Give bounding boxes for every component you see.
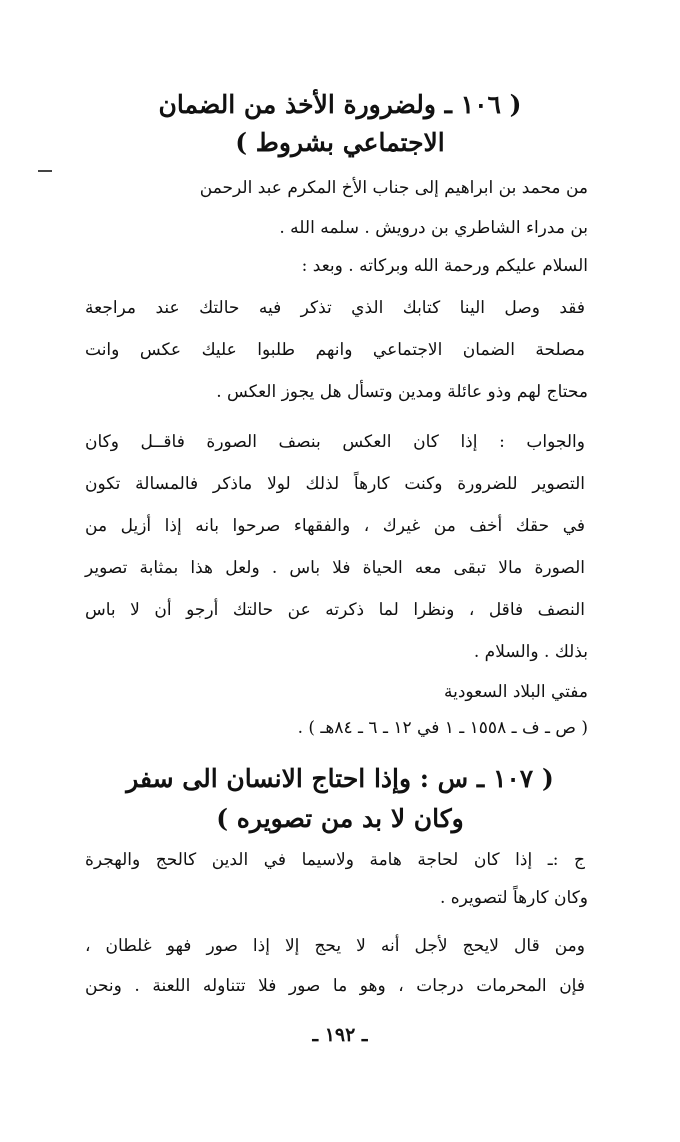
question-line: فقد وصل الينا كتابك الذي تذكر فيه حالتك عند مراجعة <box>85 298 585 318</box>
answer-107-line: وكان كارهاً لتصويره . <box>439 888 588 908</box>
answer-line: بذلك . والسلام . <box>473 642 588 662</box>
section-106-heading-line1: ( ١٠٦ ـ ولضرورة الأخذ من الضمان <box>158 90 522 119</box>
answer-line: النصف فاقل ، ونظرا لما ذكرته عن حالتك أرجو أن لا باس <box>85 600 585 620</box>
signature: مفتي البلاد السعودية <box>443 682 588 702</box>
reference: ( ص ـ ف ـ ١٥٥٨ ـ ١ في ١٢ ـ ٦ ـ ٨٤هـ ) . <box>297 718 588 738</box>
address-line-2: بن مدراء الشاطري بن درويش . سلمه الله . <box>279 218 588 238</box>
page-number: ـ ١٩٢ ـ <box>312 1024 368 1046</box>
question-line: مصلحة الضمان الاجتماعي وانهم طلبوا عليك عكس وانت <box>85 340 585 360</box>
section-106-heading-line2: الاجتماعي بشروط ) <box>235 128 445 157</box>
answer-line: في حقك أخف من غيرك ، والفقهاء صرحوا بانه إذا أزيل من <box>85 516 585 536</box>
address-line-1: من محمد بن ابراهيم إلى جناب الأخ المكرم عبد الرحمن <box>199 178 588 198</box>
margin-mark <box>38 170 52 172</box>
answer-line: الصورة مالا تبقى معه الحياة فلا باس . ولعل هذا بمثابة تصوير <box>85 558 585 578</box>
answer-line: والجواب : إذا كان العكس بنصف الصورة فاقــل وكان <box>85 432 585 452</box>
answer-line: التصوير للضرورة وكنت كارهاً لذلك لولا ماذكر فالمسالة تكون <box>85 474 585 494</box>
greeting: السلام عليكم ورحمة الله وبركاته . وبعد : <box>301 256 588 276</box>
continuation-line: فإن المحرمات درجات ، وهو ما صور فلا تتناوله اللعنة . ونحن <box>85 976 585 996</box>
question-line: محتاج لهم وذو عائلة ومدين وتسأل هل يجوز العكس . <box>216 382 588 402</box>
continuation-line: ومن قال لايحج لأجل أنه لا يحج إلا إذا صور فهو غلطان ، <box>85 936 585 956</box>
section-107-heading-line2: وكان لا بد من تصويره ) <box>216 804 464 833</box>
answer-107-line: ج :ـ إذا كان لحاجة هامة ولاسيما في الدين كالحج والهجرة <box>85 850 585 870</box>
section-107-heading-line1: ( ١٠٧ ـ س : وإذا احتاج الانسان الى سفر <box>126 764 554 793</box>
